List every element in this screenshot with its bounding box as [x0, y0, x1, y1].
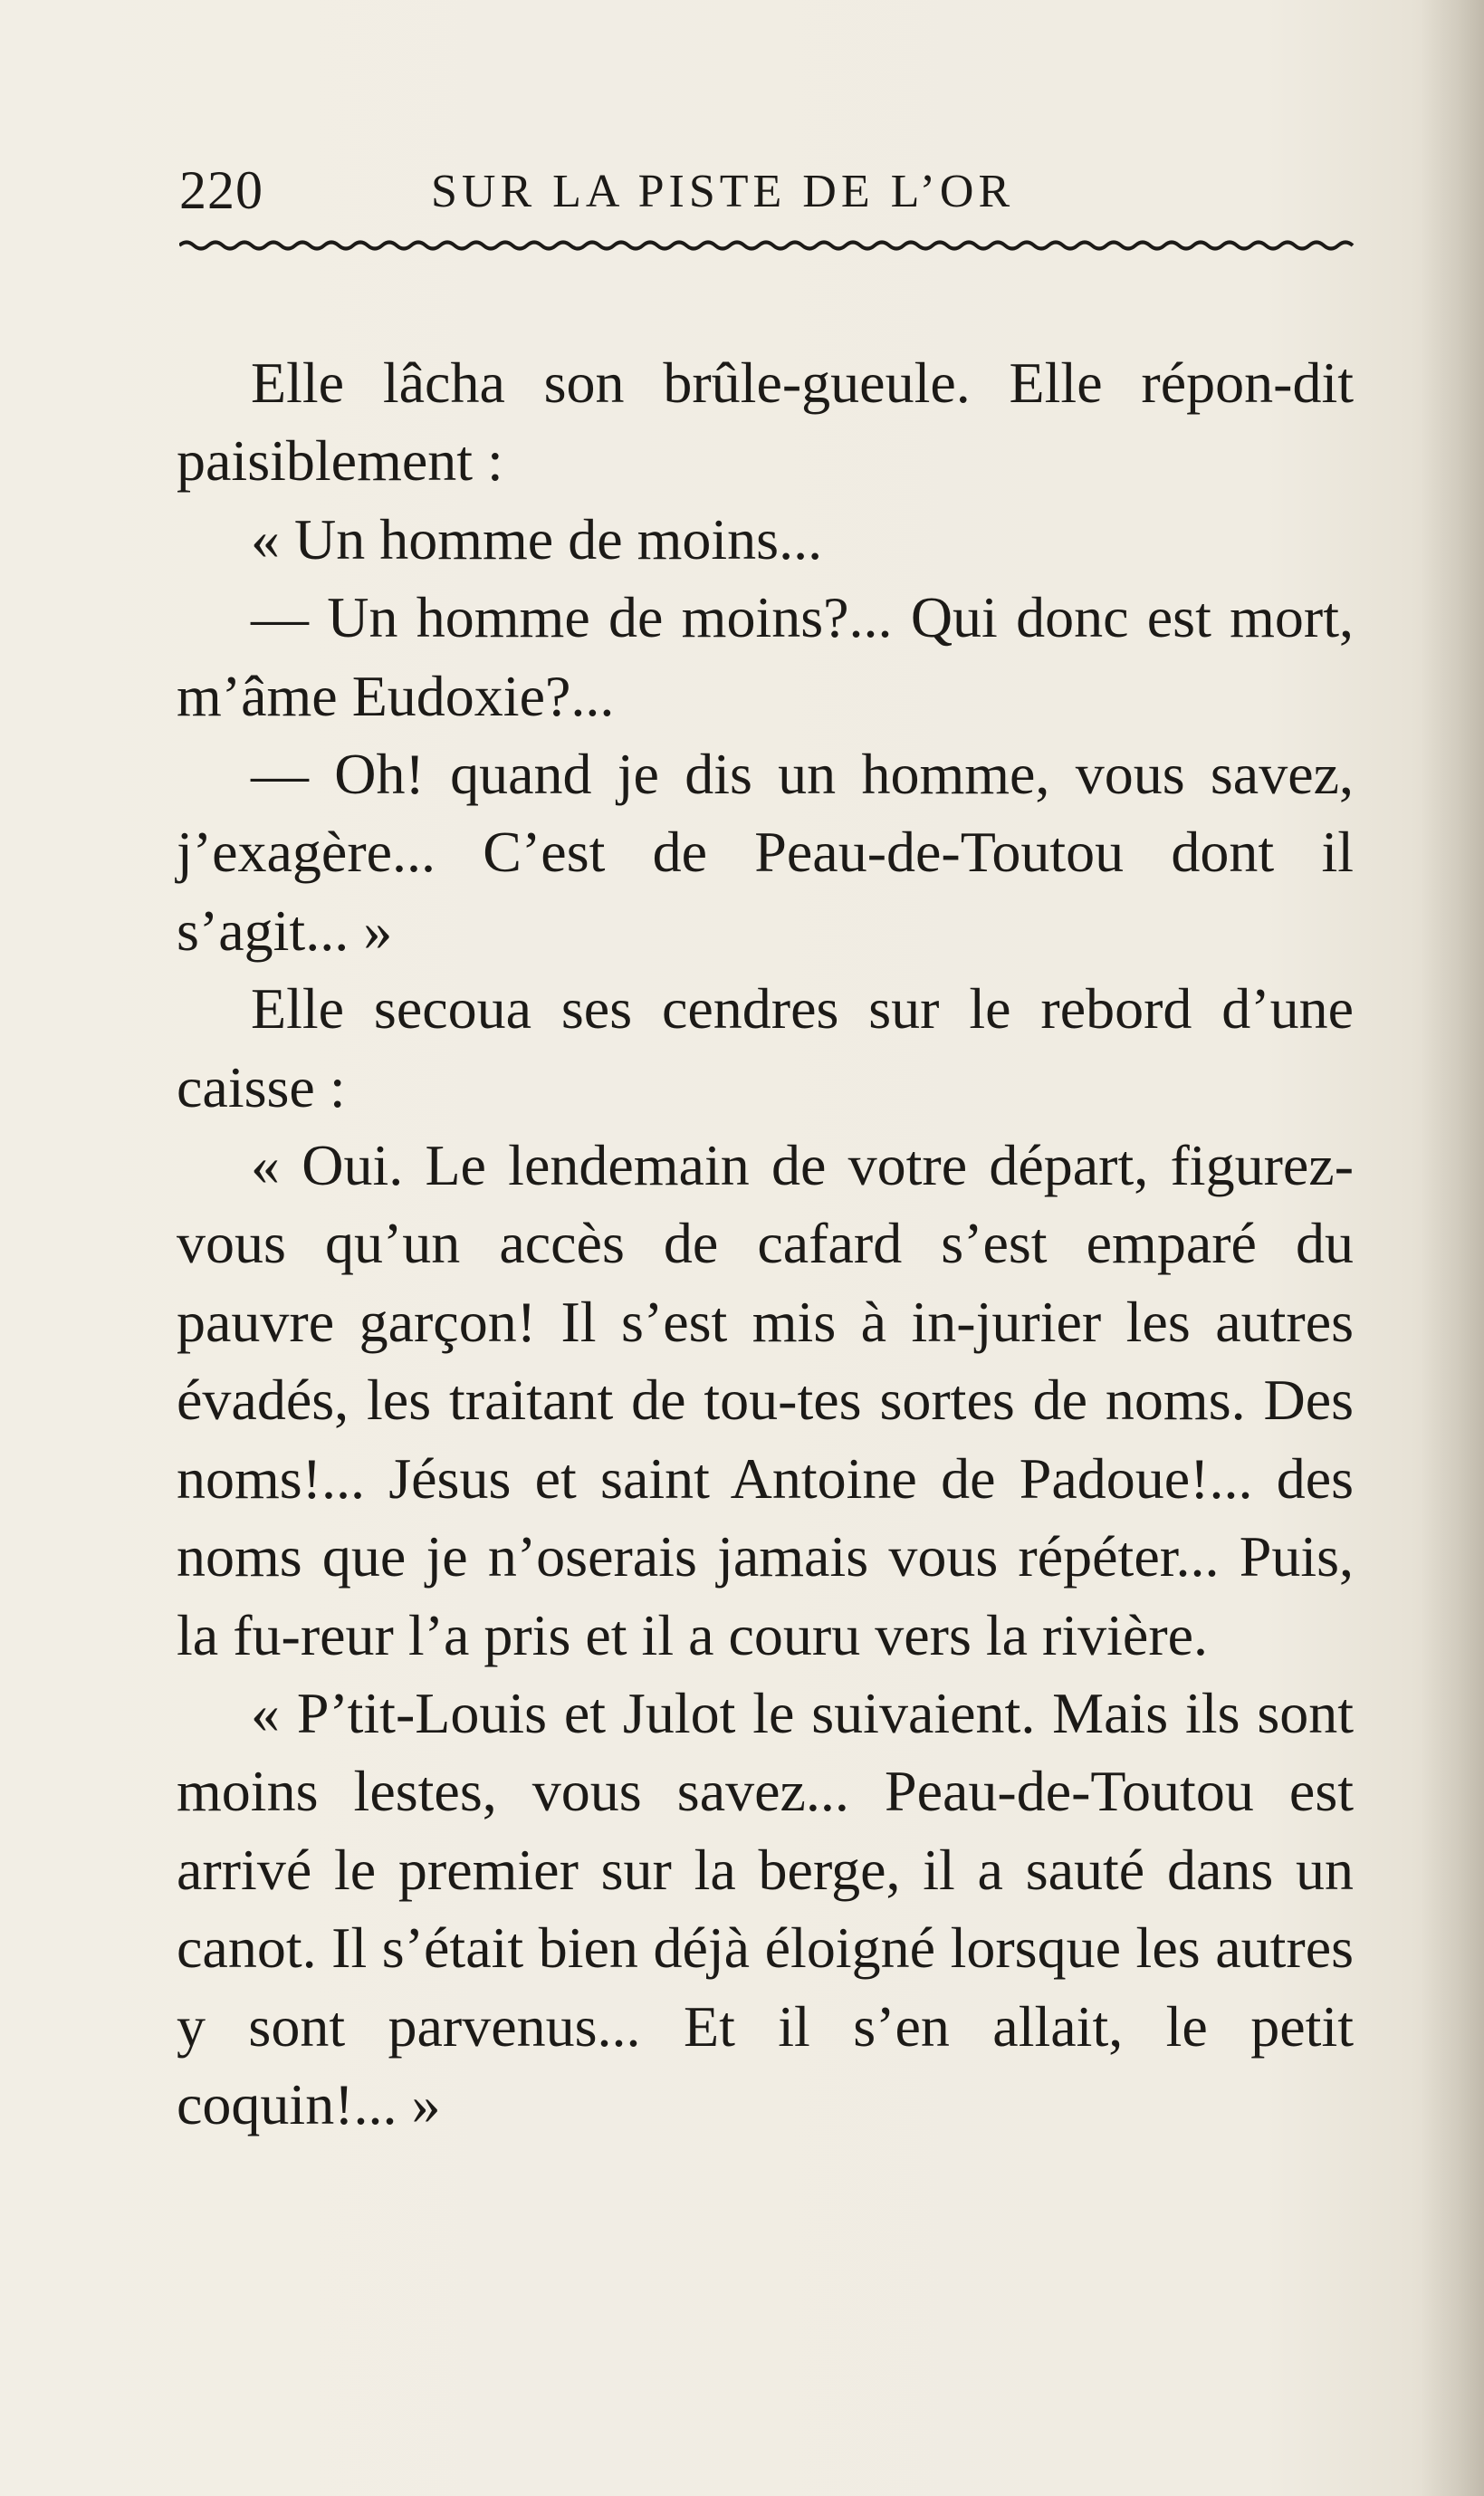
paragraph: Elle lâcha son brûle-gueule. Elle répon-dit paisiblement :: [177, 350, 1354, 494]
body-text: [177, 344, 1354, 2144]
page-header: [179, 159, 1356, 232]
paragraph: « Oui. Le lendemain de votre départ, figurez-vous qu’un accès de cafard s’est emparé du pauvre garçon! Il s’est mis à in-jurier les autres évadés, les traitant de tou-tes sortes de noms. Des noms!... Jésus et saint Antoine de Padoue!... des noms que je n’oserais jamais vous répéter... Puis, la fu-reur l’a pris et il a couru vers la rivière.: [177, 1133, 1354, 1667]
paragraph: « P’tit-Louis et Julot le suivaient. Mais ils sont moins lestes, vous savez... Peau-de-Toutou est arrivé le premier sur la berge, il a sauté dans un canot. Il s’était bien déjà éloigné lorsque les autres y sont parvenus... Et il s’en allait, le petit coquin!... »: [177, 1680, 1354, 2136]
paragraph: « Un homme de moins...: [251, 506, 823, 571]
page-number: 220: [179, 160, 263, 220]
ornamental-wavy-rule: [179, 237, 1358, 254]
paragraph: — Un homme de moins?... Qui donc est mort, m’âme Eudoxie?...: [177, 585, 1354, 728]
page-edge-shadow: [1421, 0, 1484, 2496]
paragraph: Elle secoua ses cendres sur le rebord d’une caisse :: [177, 976, 1354, 1119]
paragraph: — Oh! quand je dis un homme, vous savez, j’exagère... C’est de Peau-de-Toutou dont il s’agit... »: [177, 742, 1354, 963]
running-title: SUR LA PISTE DE L’OR: [431, 166, 1015, 217]
